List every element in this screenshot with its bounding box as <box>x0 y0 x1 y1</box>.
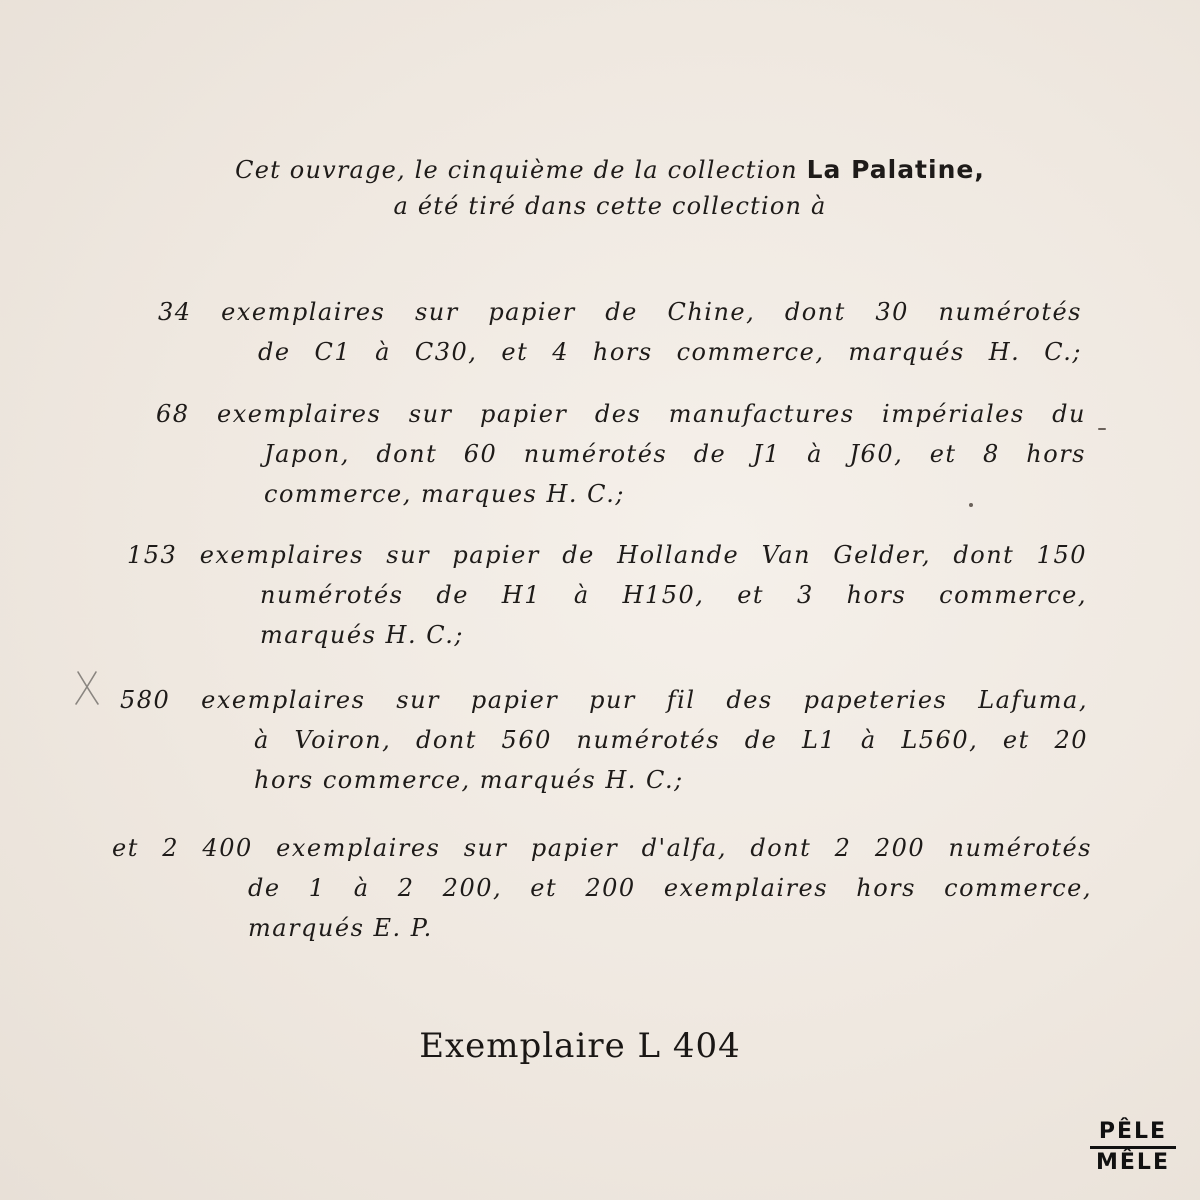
paper-speck <box>1098 428 1106 430</box>
entry-line: et 2 400 exemplaires sur papier d'alfa, dont 2 200 numérotés <box>112 834 1092 862</box>
entry-line: hors commerce, marqués H. C.; <box>254 766 684 794</box>
logo-top-text: PÊLE <box>1098 1119 1168 1144</box>
entry-line: commerce, marques H. C.; <box>264 480 625 508</box>
edition-entry-hollande <box>127 535 1087 655</box>
entry-line: marqués E. P. <box>248 914 433 942</box>
collection-name: La Palatine, <box>806 155 985 184</box>
entry-line: de 1 à 2 200, et 200 exemplaires hors commerce, <box>248 874 1092 902</box>
intro-prefix: Cet ouvrage, le cinquième de la collection <box>235 156 807 184</box>
pele-mele-logo <box>1090 1120 1176 1175</box>
entry-line: de C1 à C30, et 4 hors commerce, marqués H. C.; <box>258 338 1082 366</box>
entry-line: 68 exemplaires sur papier des manufactures impériales du <box>156 400 1086 428</box>
edition-entry-japon <box>156 394 1086 514</box>
logo-rule <box>1090 1146 1176 1149</box>
logo-bottom-text: MÊLE <box>1096 1150 1170 1175</box>
copy-number: Exemplaire L 404 <box>419 1026 741 1066</box>
entry-line: numérotés de H1 à H150, et 3 hors commerce, <box>260 581 1087 609</box>
pencil-x-mark-icon <box>72 668 102 708</box>
entry-line: à Voiron, dont 560 numérotés de L1 à L560, et 20 <box>254 726 1088 754</box>
edition-entry-alfa <box>112 828 1092 948</box>
entry-line: 34 exemplaires sur papier de Chine, dont 30 numérotés <box>158 298 1082 326</box>
entry-line: Japon, dont 60 numérotés de J1 à J60, et 8 hors <box>264 440 1086 468</box>
edition-entry-chine <box>158 292 1082 372</box>
edition-entry-lafuma <box>120 680 1088 800</box>
entry-line: 153 exemplaires sur papier de Hollande Van Gelder, dont 150 <box>127 541 1087 569</box>
intro-line-1 <box>10 152 1200 188</box>
entry-line: marqués H. C.; <box>260 621 464 649</box>
entry-line: 580 exemplaires sur papier pur fil des papeteries Lafuma, <box>120 686 1088 714</box>
intro-line-2: a été tiré dans cette collection à <box>393 192 827 220</box>
paper-speck <box>969 503 973 507</box>
